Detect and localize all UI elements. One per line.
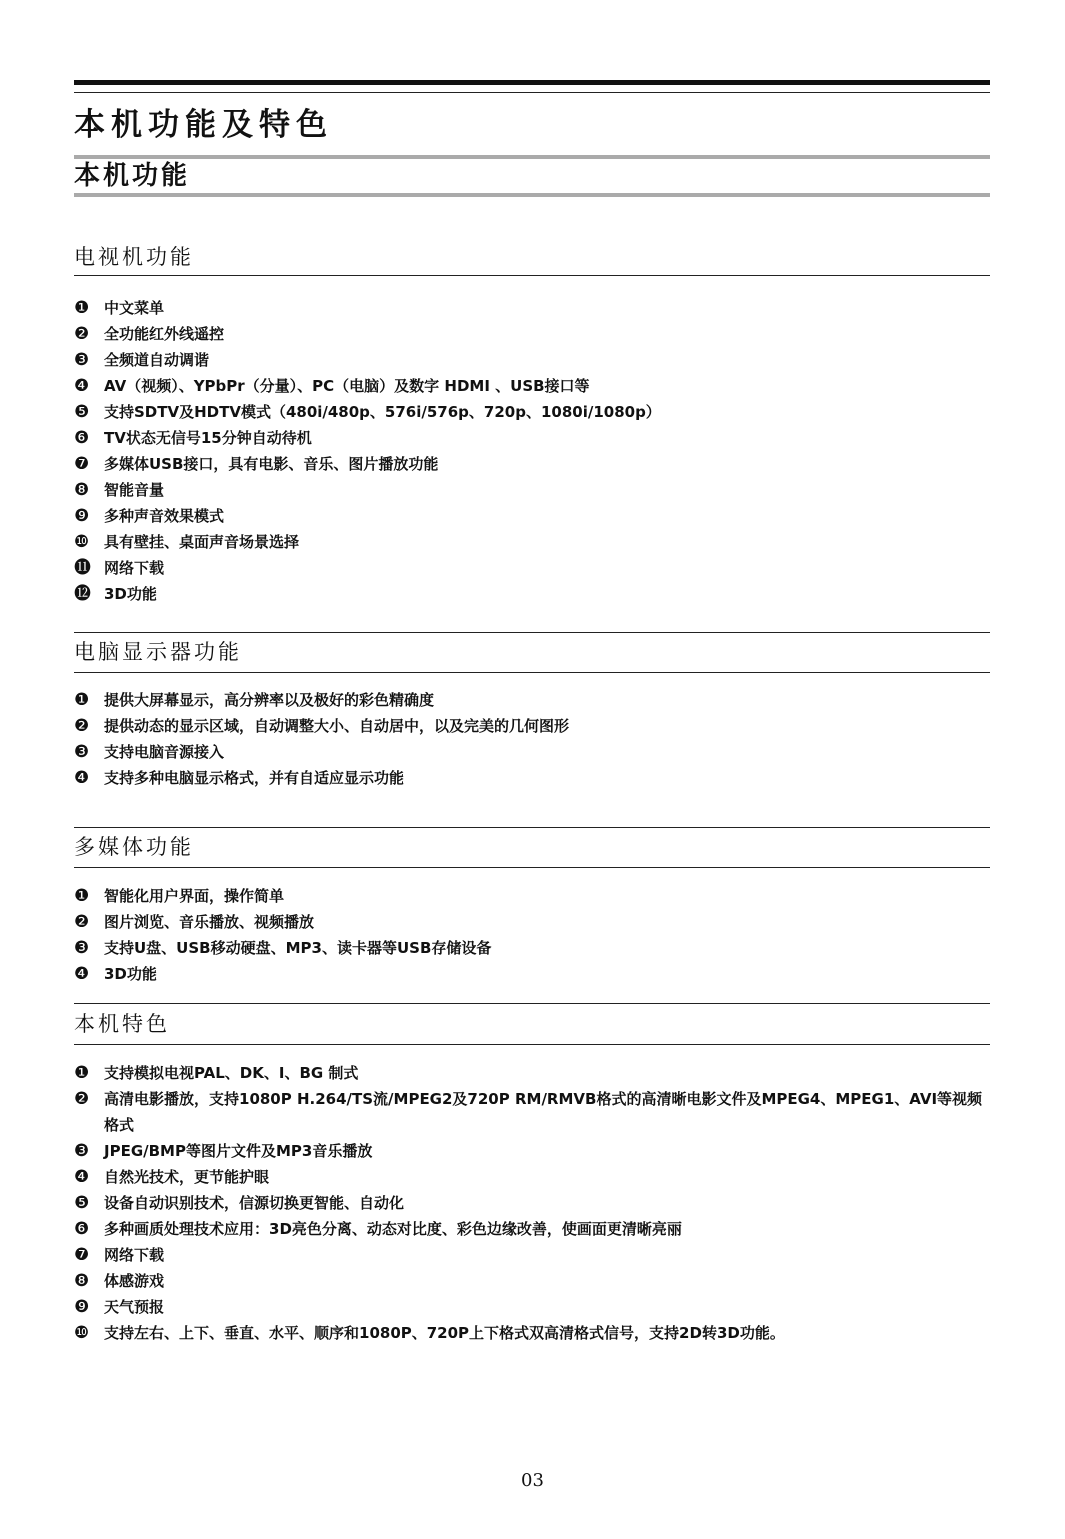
list-item	[74, 1060, 990, 1086]
item-text: 支持SDTV及HDTV模式（480i/480p、576i/576p、720p、1080i/1080p）	[104, 403, 661, 421]
item-number-icon: ⓬	[74, 584, 91, 604]
list-item	[74, 1138, 990, 1164]
list-item	[74, 581, 990, 607]
item-number-icon: ❸	[74, 350, 90, 370]
list-item	[74, 961, 990, 987]
section-heading: 多媒体功能	[74, 835, 194, 859]
page-subtitle: 本机功能	[74, 161, 191, 191]
item-text: 提供动态的显示区域，自动调整大小、自动居中，以及完美的几何图形	[104, 717, 570, 735]
item-number-icon: ❶	[74, 1063, 90, 1083]
item-number-icon: ❺	[74, 1193, 90, 1213]
item-text: JPEG/BMP等图片文件及MP3音乐播放	[104, 1142, 373, 1160]
item-number-icon: ❷	[74, 1089, 90, 1109]
list-item	[74, 687, 990, 713]
item-text: 智能化用户界面，操作简单	[104, 887, 285, 905]
list-item	[74, 909, 990, 935]
feature-list	[74, 687, 990, 791]
item-number-icon: ❹	[74, 376, 90, 396]
item-text: 全功能红外线遥控	[104, 325, 225, 343]
item-text: 多种画质处理技术应用：3D亮色分离、动态对比度、彩色边缘改善，使画面更清晰亮丽	[104, 1220, 682, 1238]
list-item	[74, 1268, 990, 1294]
list-item	[74, 1086, 990, 1138]
item-number-icon: ❺	[74, 402, 90, 422]
list-item	[74, 529, 990, 555]
item-text: 自然光技术，更节能护眼	[104, 1168, 270, 1186]
top-thick-rule	[74, 80, 990, 85]
item-text: 支持多种电脑显示格式，并有自适应显示功能	[104, 769, 405, 787]
item-number-icon: ❸	[74, 938, 90, 958]
item-text: 网络下载	[104, 559, 165, 577]
list-item	[74, 1216, 990, 1242]
subtitle-bottom-rule	[74, 193, 990, 197]
item-text: 提供大屏幕显示，高分辨率以及极好的彩色精确度	[104, 691, 435, 709]
list-item	[74, 1190, 990, 1216]
page-number: 03	[521, 1470, 544, 1491]
list-item	[74, 555, 990, 581]
section-rule	[74, 827, 990, 828]
item-text: 支持电脑音源接入	[104, 743, 225, 761]
item-text: 设备自动识别技术，信源切换更智能、自动化	[104, 1194, 405, 1212]
feature-list	[74, 295, 990, 607]
item-number-icon: ❷	[74, 716, 90, 736]
item-number-icon: ❿	[74, 532, 90, 552]
item-text: 多种声音效果模式	[104, 507, 225, 525]
section-heading: 电脑显示器功能	[74, 640, 242, 664]
item-text: 3D功能	[104, 585, 157, 603]
list-item	[74, 321, 990, 347]
item-text: 网络下载	[104, 1246, 165, 1264]
section-rule	[74, 275, 990, 276]
item-number-icon: ❶	[74, 298, 90, 318]
section-heading: 本机特色	[74, 1012, 170, 1036]
feature-list	[74, 883, 990, 987]
item-number-icon: ❶	[74, 690, 90, 710]
section-rule	[74, 867, 990, 868]
item-number-icon: ❾	[74, 1297, 90, 1317]
list-item	[74, 503, 990, 529]
item-text: 支持U盘、USB移动硬盘、MP3、读卡器等USB存储设备	[104, 939, 492, 957]
list-item	[74, 739, 990, 765]
list-item	[74, 295, 990, 321]
item-text: 高清电影播放，支持1080P H.264/TS流/MPEG2及720P RM/RMVB格式的高清晰电影文件及MPEG4、MPEG1、AVI等视频格式	[104, 1090, 983, 1134]
item-text: TV状态无信号15分钟自动待机	[104, 429, 312, 447]
item-text: 中文菜单	[104, 299, 165, 317]
list-item	[74, 935, 990, 961]
section-rule	[74, 632, 990, 633]
item-number-icon: ⓫	[74, 558, 91, 578]
item-text: 天气预报	[104, 1298, 165, 1316]
list-item	[74, 347, 990, 373]
item-text: 智能音量	[104, 481, 165, 499]
item-text: 图片浏览、音乐播放、视频播放	[104, 913, 315, 931]
item-number-icon: ❽	[74, 480, 90, 500]
item-number-icon: ❾	[74, 506, 90, 526]
page-title: 本机功能及特色	[74, 107, 333, 143]
item-number-icon: ❽	[74, 1271, 90, 1291]
list-item	[74, 765, 990, 791]
list-item	[74, 1320, 990, 1346]
list-item	[74, 451, 990, 477]
list-item	[74, 373, 990, 399]
item-number-icon: ❼	[74, 1245, 90, 1265]
section-rule	[74, 1044, 990, 1045]
section-rule	[74, 1003, 990, 1004]
item-number-icon: ❻	[74, 428, 90, 448]
item-number-icon: ❻	[74, 1219, 90, 1239]
list-item	[74, 1164, 990, 1190]
item-number-icon: ❹	[74, 964, 90, 984]
item-number-icon: ❸	[74, 1141, 90, 1161]
list-item	[74, 713, 990, 739]
section-rule	[74, 672, 990, 673]
item-text: 全频道自动调谐	[104, 351, 210, 369]
item-number-icon: ❷	[74, 324, 90, 344]
item-text: 多媒体USB接口，具有电影、音乐、图片播放功能	[104, 455, 439, 473]
item-text: 支持模拟电视PAL、DK、I、BG 制式	[104, 1064, 359, 1082]
top-thin-rule	[74, 92, 990, 93]
item-number-icon: ❹	[74, 768, 90, 788]
feature-list	[74, 1060, 990, 1346]
item-number-icon: ❹	[74, 1167, 90, 1187]
item-text: 支持左右、上下、垂直、水平、顺序和1080P、720P上下格式双高清格式信号，支持2D转3D功能。	[104, 1324, 785, 1342]
item-text: AV（视频）、YPbPr（分量）、PC（电脑）及数字 HDMI 、USB接口等	[104, 377, 590, 395]
item-number-icon: ❷	[74, 912, 90, 932]
item-text: 3D功能	[104, 965, 157, 983]
item-text: 体感游戏	[104, 1272, 165, 1290]
list-item	[74, 477, 990, 503]
list-item	[74, 1242, 990, 1268]
item-number-icon: ❸	[74, 742, 90, 762]
list-item	[74, 1294, 990, 1320]
list-item	[74, 883, 990, 909]
list-item	[74, 425, 990, 451]
list-item	[74, 399, 990, 425]
item-number-icon: ❼	[74, 454, 90, 474]
item-number-icon: ❿	[74, 1323, 90, 1343]
item-number-icon: ❶	[74, 886, 90, 906]
section-heading: 电视机功能	[74, 245, 194, 269]
item-text: 具有壁挂、桌面声音场景选择	[104, 533, 300, 551]
